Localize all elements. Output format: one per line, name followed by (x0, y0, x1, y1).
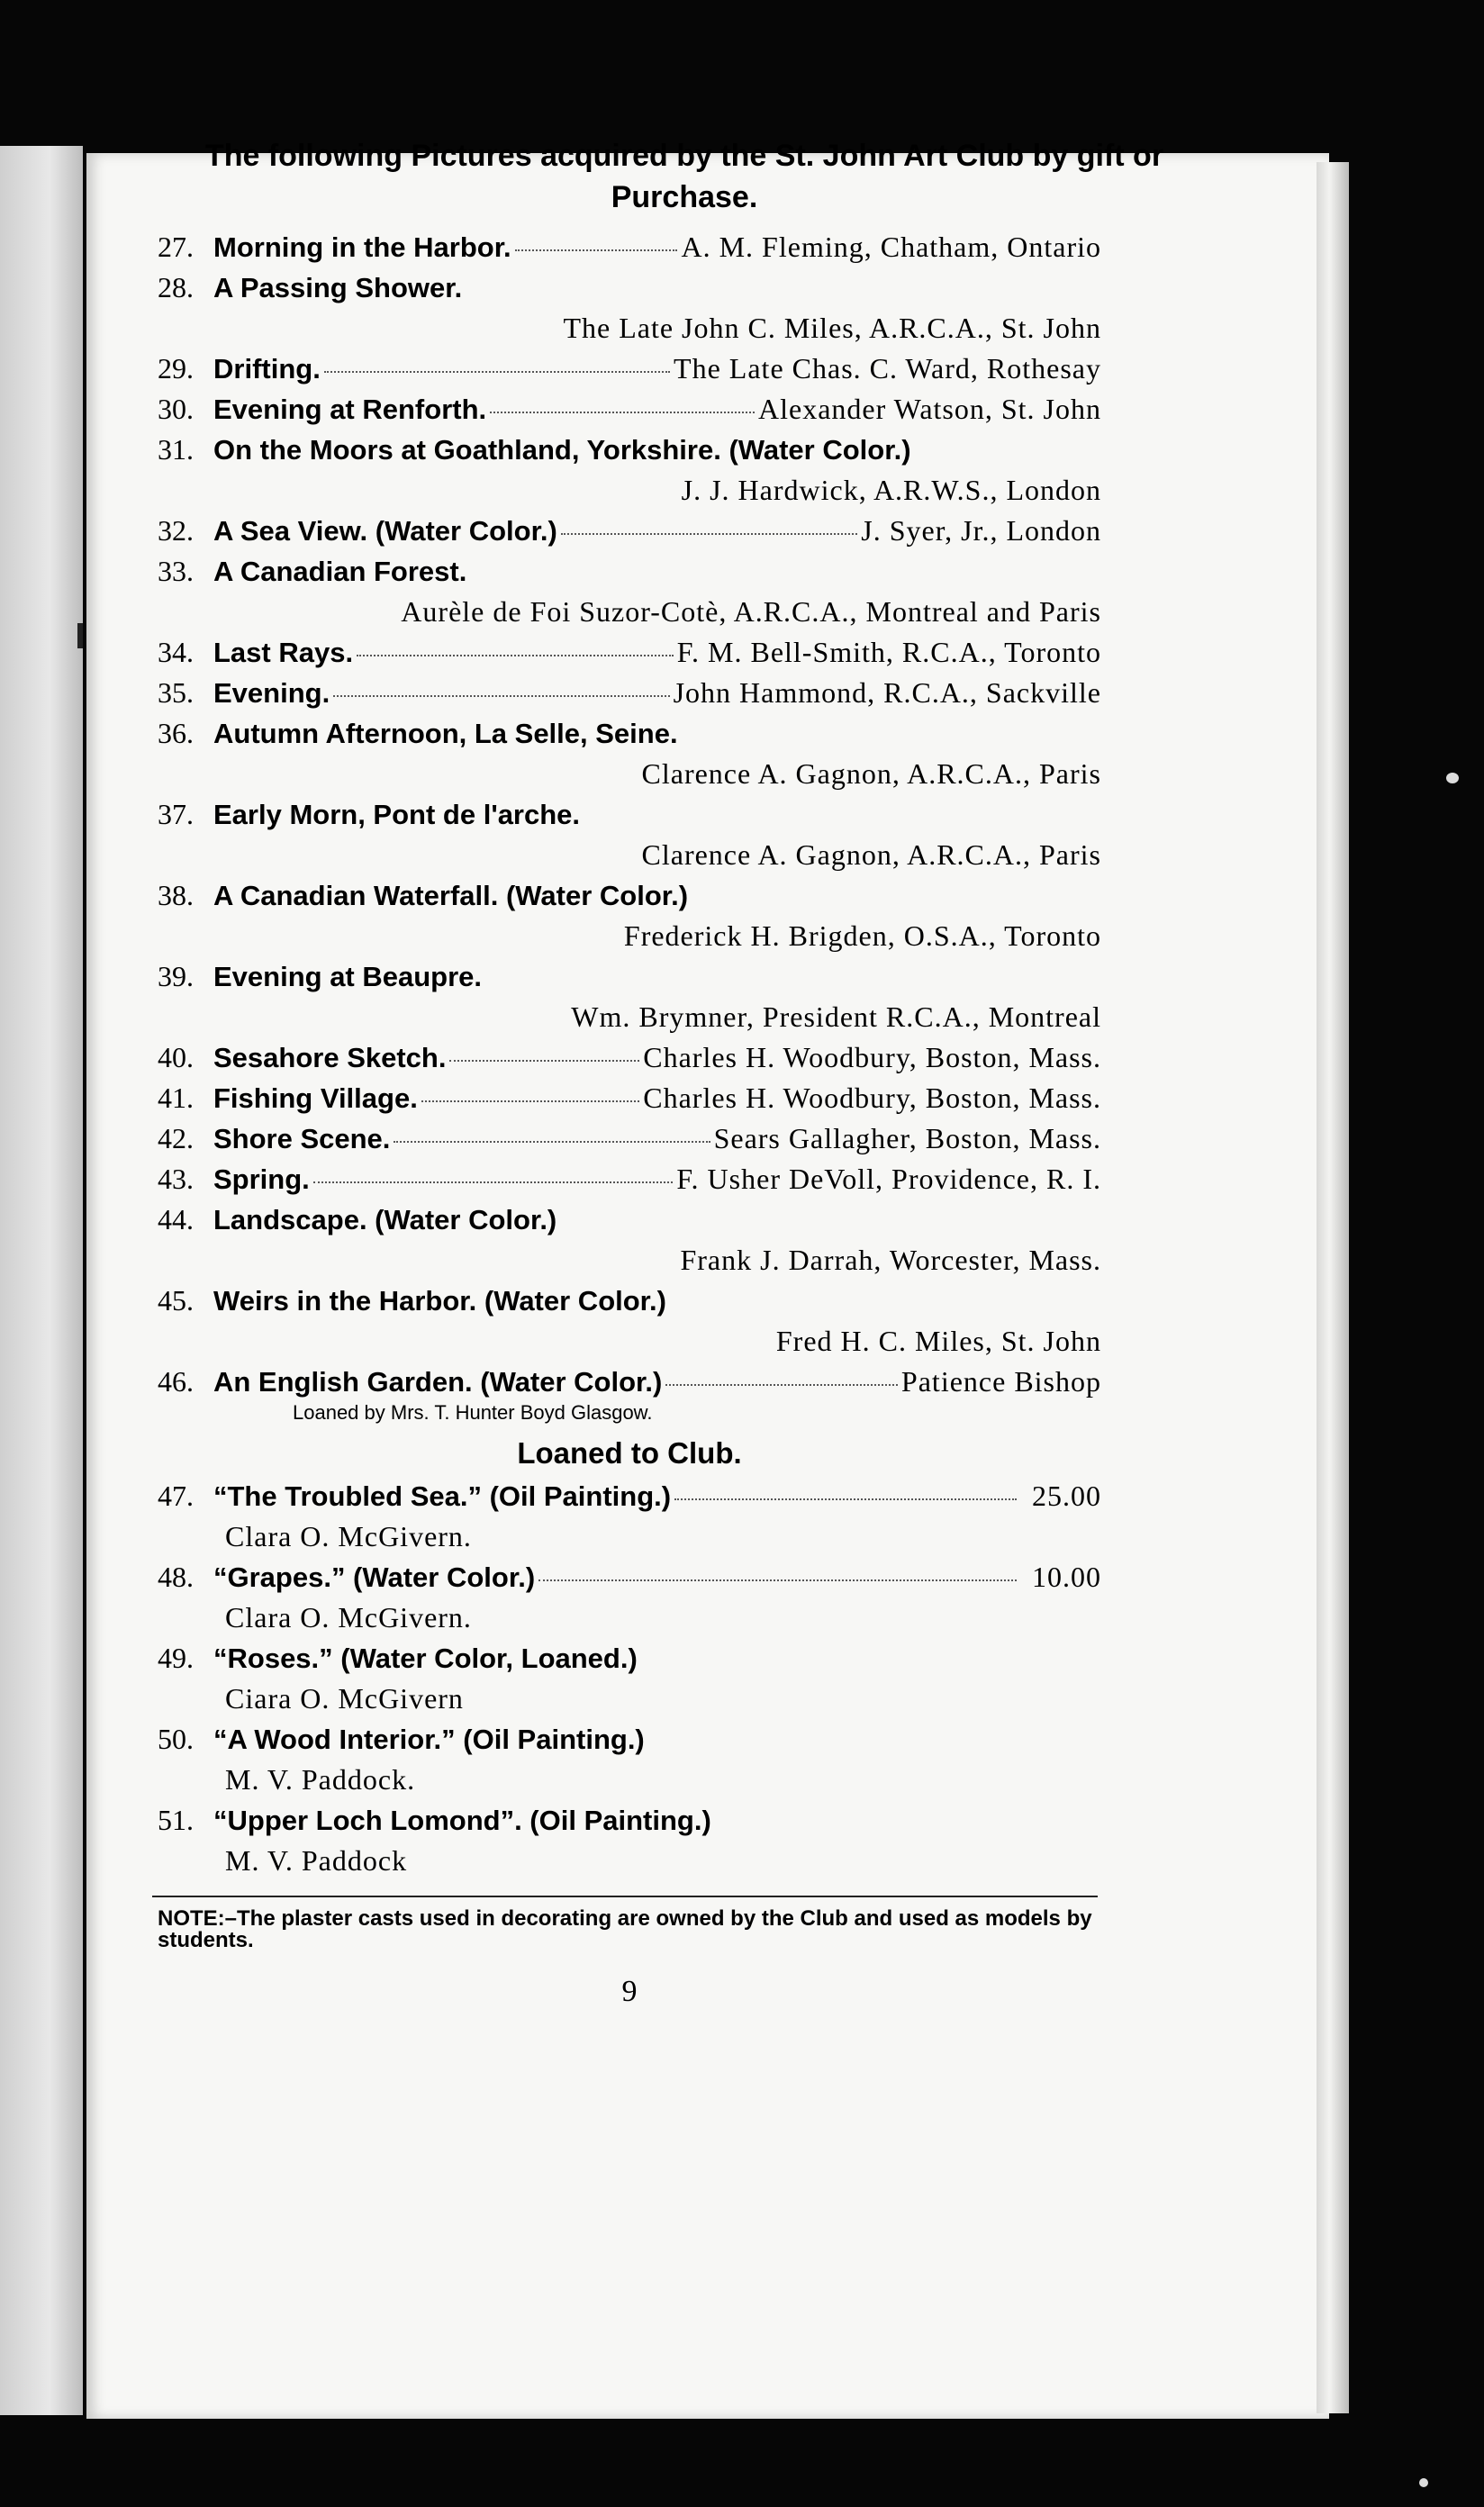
acquired-entry (158, 551, 1211, 632)
entry-title: Weirs in the Harbor. (Water Color.) (213, 1285, 666, 1317)
acquired-entry (158, 1078, 1211, 1118)
acquired-entry (158, 1281, 1211, 1362)
entry-artist: Wm. Brymner, President R.C.A., Montreal (571, 1000, 1101, 1033)
entry-row (158, 389, 1101, 430)
entry-artist: Clarence A. Gagnon, A.R.C.A., Paris (641, 838, 1101, 871)
acquired-entry (158, 713, 1211, 794)
acquired-entry (158, 956, 1211, 1037)
entry-row (158, 1557, 1101, 1597)
entry-row (158, 551, 1101, 592)
entry-number: 28. (158, 271, 194, 303)
entry-owner: M. V. Paddock. (225, 1763, 416, 1796)
loaned-entry (158, 1557, 1211, 1638)
entry-number: 43. (158, 1163, 194, 1195)
entry-artist: The Late Chas. C. Ward, Rothesay (674, 352, 1101, 385)
leader-dots (665, 1384, 898, 1386)
entry-title: An English Garden. (Water Color.) (213, 1366, 663, 1398)
loan-note: Loaned by Mrs. T. Hunter Boyd Glasgow. (293, 1401, 653, 1424)
entry-title: “Upper Loch Lomond”. (Oil Painting.) (213, 1805, 711, 1836)
entry-row (158, 794, 1101, 835)
entry-number: 35. (158, 676, 194, 709)
acquired-list (158, 227, 1211, 1402)
acquired-entry (158, 632, 1211, 673)
footnote: NOTE:–The plaster casts used in decorating are owned by the Club and used as models by students. (158, 1906, 1092, 1952)
entry-title: Evening at Renforth. (213, 394, 487, 425)
entry-number: 38. (158, 879, 194, 911)
entry-title: Landscape. (Water Color.) (213, 1204, 557, 1235)
entry-number: 44. (158, 1203, 194, 1235)
left-page-edge (0, 146, 83, 2415)
loaned-heading: Loaned to Club. (517, 1436, 742, 1470)
entry-number: 42. (158, 1122, 194, 1154)
entry-number: 31. (158, 433, 194, 466)
entry-title: “Roses.” (Water Color, Loaned.) (213, 1643, 638, 1674)
leader-dots (515, 249, 678, 251)
leader-dots (674, 1498, 1017, 1500)
acquired-entry (158, 430, 1211, 511)
acquired-entry (158, 1037, 1211, 1078)
entry-row (158, 348, 1101, 389)
entry-artist: The Late John C. Miles, A.R.C.A., St. John (563, 312, 1101, 344)
acquired-entry (158, 673, 1211, 713)
entry-number: 30. (158, 393, 194, 425)
entry-number: 37. (158, 798, 194, 830)
page-content (158, 135, 1211, 2009)
leader-dots (394, 1141, 710, 1143)
acquired-entry (158, 1159, 1211, 1199)
entry-artist: F. M. Bell-Smith, R.C.A., Toronto (676, 636, 1101, 668)
entry-title: A Canadian Waterfall. (Water Color.) (213, 880, 689, 911)
entry-row (158, 632, 1101, 673)
entry-title: Last Rays. (213, 637, 354, 668)
entry-owner: Ciara O. McGivern (225, 1682, 464, 1715)
entry-artist: Patience Bishop (900, 1365, 1101, 1398)
page-stack-edge (1317, 162, 1349, 2413)
entry-title: Evening at Beaupre. (213, 961, 483, 992)
leader-dots (538, 1579, 1017, 1581)
entry-row (158, 1719, 1101, 1760)
entry-row (158, 1800, 1101, 1841)
entry-number: 45. (158, 1284, 194, 1317)
loaned-list (158, 1476, 1211, 1881)
entry-row (158, 1638, 1101, 1679)
entry-title: A Sea View. (Water Color.) (213, 515, 557, 547)
entry-number: 32. (158, 514, 194, 547)
leader-dots (333, 695, 669, 697)
entry-title: A Canadian Forest. (213, 556, 467, 587)
loaned-entry (158, 1638, 1211, 1719)
entry-owner: Clara O. McGivern. (225, 1520, 472, 1552)
entry-title: Shore Scene. (213, 1123, 391, 1154)
entry-number: 48. (158, 1561, 194, 1593)
leader-dots (313, 1181, 674, 1183)
entry-number: 29. (158, 352, 194, 385)
page-heading: The following Pictures acquired by the St. John Art Club by gift or Purchase. (204, 139, 1164, 214)
entry-row (158, 1118, 1101, 1159)
dust-speck (1419, 2478, 1428, 2487)
entry-artist: J. J. Hardwick, A.R.W.S., London (681, 474, 1101, 506)
entry-number: 36. (158, 717, 194, 749)
acquired-entry (158, 348, 1211, 389)
entry-row (158, 1159, 1101, 1199)
entry-artist: Clarence A. Gagnon, A.R.C.A., Paris (641, 757, 1101, 790)
entry-artist: F. Usher DeVoll, Providence, R. I. (676, 1163, 1101, 1195)
entry-artist: Aurèle de Foi Suzor-Cotè, A.R.C.A., Montreal and Paris (401, 595, 1101, 628)
entry-title: “A Wood Interior.” (Oil Painting.) (213, 1724, 645, 1755)
acquired-entry (158, 875, 1211, 956)
entry-row (158, 673, 1101, 713)
entry-row (158, 511, 1101, 551)
entry-artist: Frederick H. Brigden, O.S.A., Toronto (623, 919, 1101, 952)
entry-title: “The Troubled Sea.” (Oil Painting.) (213, 1480, 672, 1512)
entry-title: Drifting. (213, 353, 321, 385)
loaned-entry (158, 1719, 1211, 1800)
entry-row (158, 1281, 1101, 1321)
entry-artist: Alexander Watson, St. John (757, 393, 1101, 425)
entry-title: “Grapes.” (Water Color.) (213, 1561, 536, 1593)
entry-row (158, 875, 1101, 916)
entry-title: Spring. (213, 1163, 310, 1195)
loaned-entry (158, 1476, 1211, 1557)
entry-row (158, 1078, 1101, 1118)
entry-artist: Charles H. Woodbury, Boston, Mass. (643, 1082, 1101, 1114)
entry-number: 39. (158, 960, 194, 992)
entry-number: 33. (158, 555, 194, 587)
entry-number: 41. (158, 1082, 194, 1114)
entry-number: 46. (158, 1365, 194, 1398)
page-number: 9 (621, 1975, 638, 2008)
leader-dots (357, 655, 674, 656)
entry-title: Fishing Village. (213, 1082, 418, 1114)
entry-row (158, 267, 1101, 308)
entry-title: Morning in the Harbor. (213, 231, 511, 263)
entry-owner: Clara O. McGivern. (225, 1601, 472, 1634)
acquired-entry (158, 389, 1211, 430)
leader-dots (421, 1100, 639, 1102)
leader-dots (324, 371, 670, 373)
acquired-entry (158, 267, 1211, 348)
acquired-entry (158, 227, 1211, 267)
entry-owner: M. V. Paddock (225, 1844, 408, 1877)
entry-number: 49. (158, 1642, 194, 1674)
entry-artist: Fred H. C. Miles, St. John (775, 1325, 1101, 1357)
acquired-entry (158, 1118, 1211, 1159)
entry-title: Evening. (213, 677, 330, 709)
entry-title: Early Morn, Pont de l'arche. (213, 799, 581, 830)
acquired-entry (158, 511, 1211, 551)
entry-price: 10.00 (1032, 1561, 1101, 1593)
entry-artist: Charles H. Woodbury, Boston, Mass. (643, 1041, 1101, 1073)
leader-dots (561, 533, 857, 535)
entry-row (158, 430, 1101, 470)
acquired-entry (158, 1199, 1211, 1281)
entry-number: 27. (158, 231, 194, 263)
leader-dots (490, 412, 755, 413)
entry-title: Sesahore Sketch. (213, 1042, 447, 1073)
entry-row (158, 1476, 1101, 1516)
entry-title: On the Moors at Goathland, Yorkshire. (Water Color.) (213, 434, 911, 466)
entry-title: Autumn Afternoon, La Selle, Seine. (213, 718, 678, 749)
entry-row (158, 1199, 1101, 1240)
entry-title: A Passing Shower. (213, 272, 463, 303)
entry-price: 25.00 (1032, 1480, 1101, 1512)
entry-number: 47. (158, 1480, 194, 1512)
entry-row (158, 1362, 1101, 1402)
entry-row (158, 713, 1101, 754)
loaned-entry (158, 1800, 1211, 1881)
entry-number: 34. (158, 636, 194, 668)
entry-row (158, 1037, 1101, 1078)
acquired-entry (158, 1362, 1211, 1402)
entry-artist: Sears Gallagher, Boston, Mass. (713, 1122, 1101, 1154)
dust-speck (1446, 773, 1459, 783)
entry-row (158, 956, 1101, 997)
entry-artist: Frank J. Darrah, Worcester, Mass. (680, 1244, 1101, 1276)
entry-row (158, 227, 1101, 267)
page-mark (77, 623, 83, 648)
entry-artist: John Hammond, R.C.A., Sackville (673, 676, 1101, 709)
entry-number: 50. (158, 1723, 194, 1755)
acquired-entry (158, 794, 1211, 875)
divider (152, 1896, 1098, 1897)
entry-artist: J. Syer, Jr., London (861, 514, 1101, 547)
entry-number: 51. (158, 1804, 194, 1836)
leader-dots (449, 1060, 639, 1062)
entry-number: 40. (158, 1041, 194, 1073)
entry-artist: A. M. Fleming, Chatham, Ontario (681, 231, 1101, 263)
